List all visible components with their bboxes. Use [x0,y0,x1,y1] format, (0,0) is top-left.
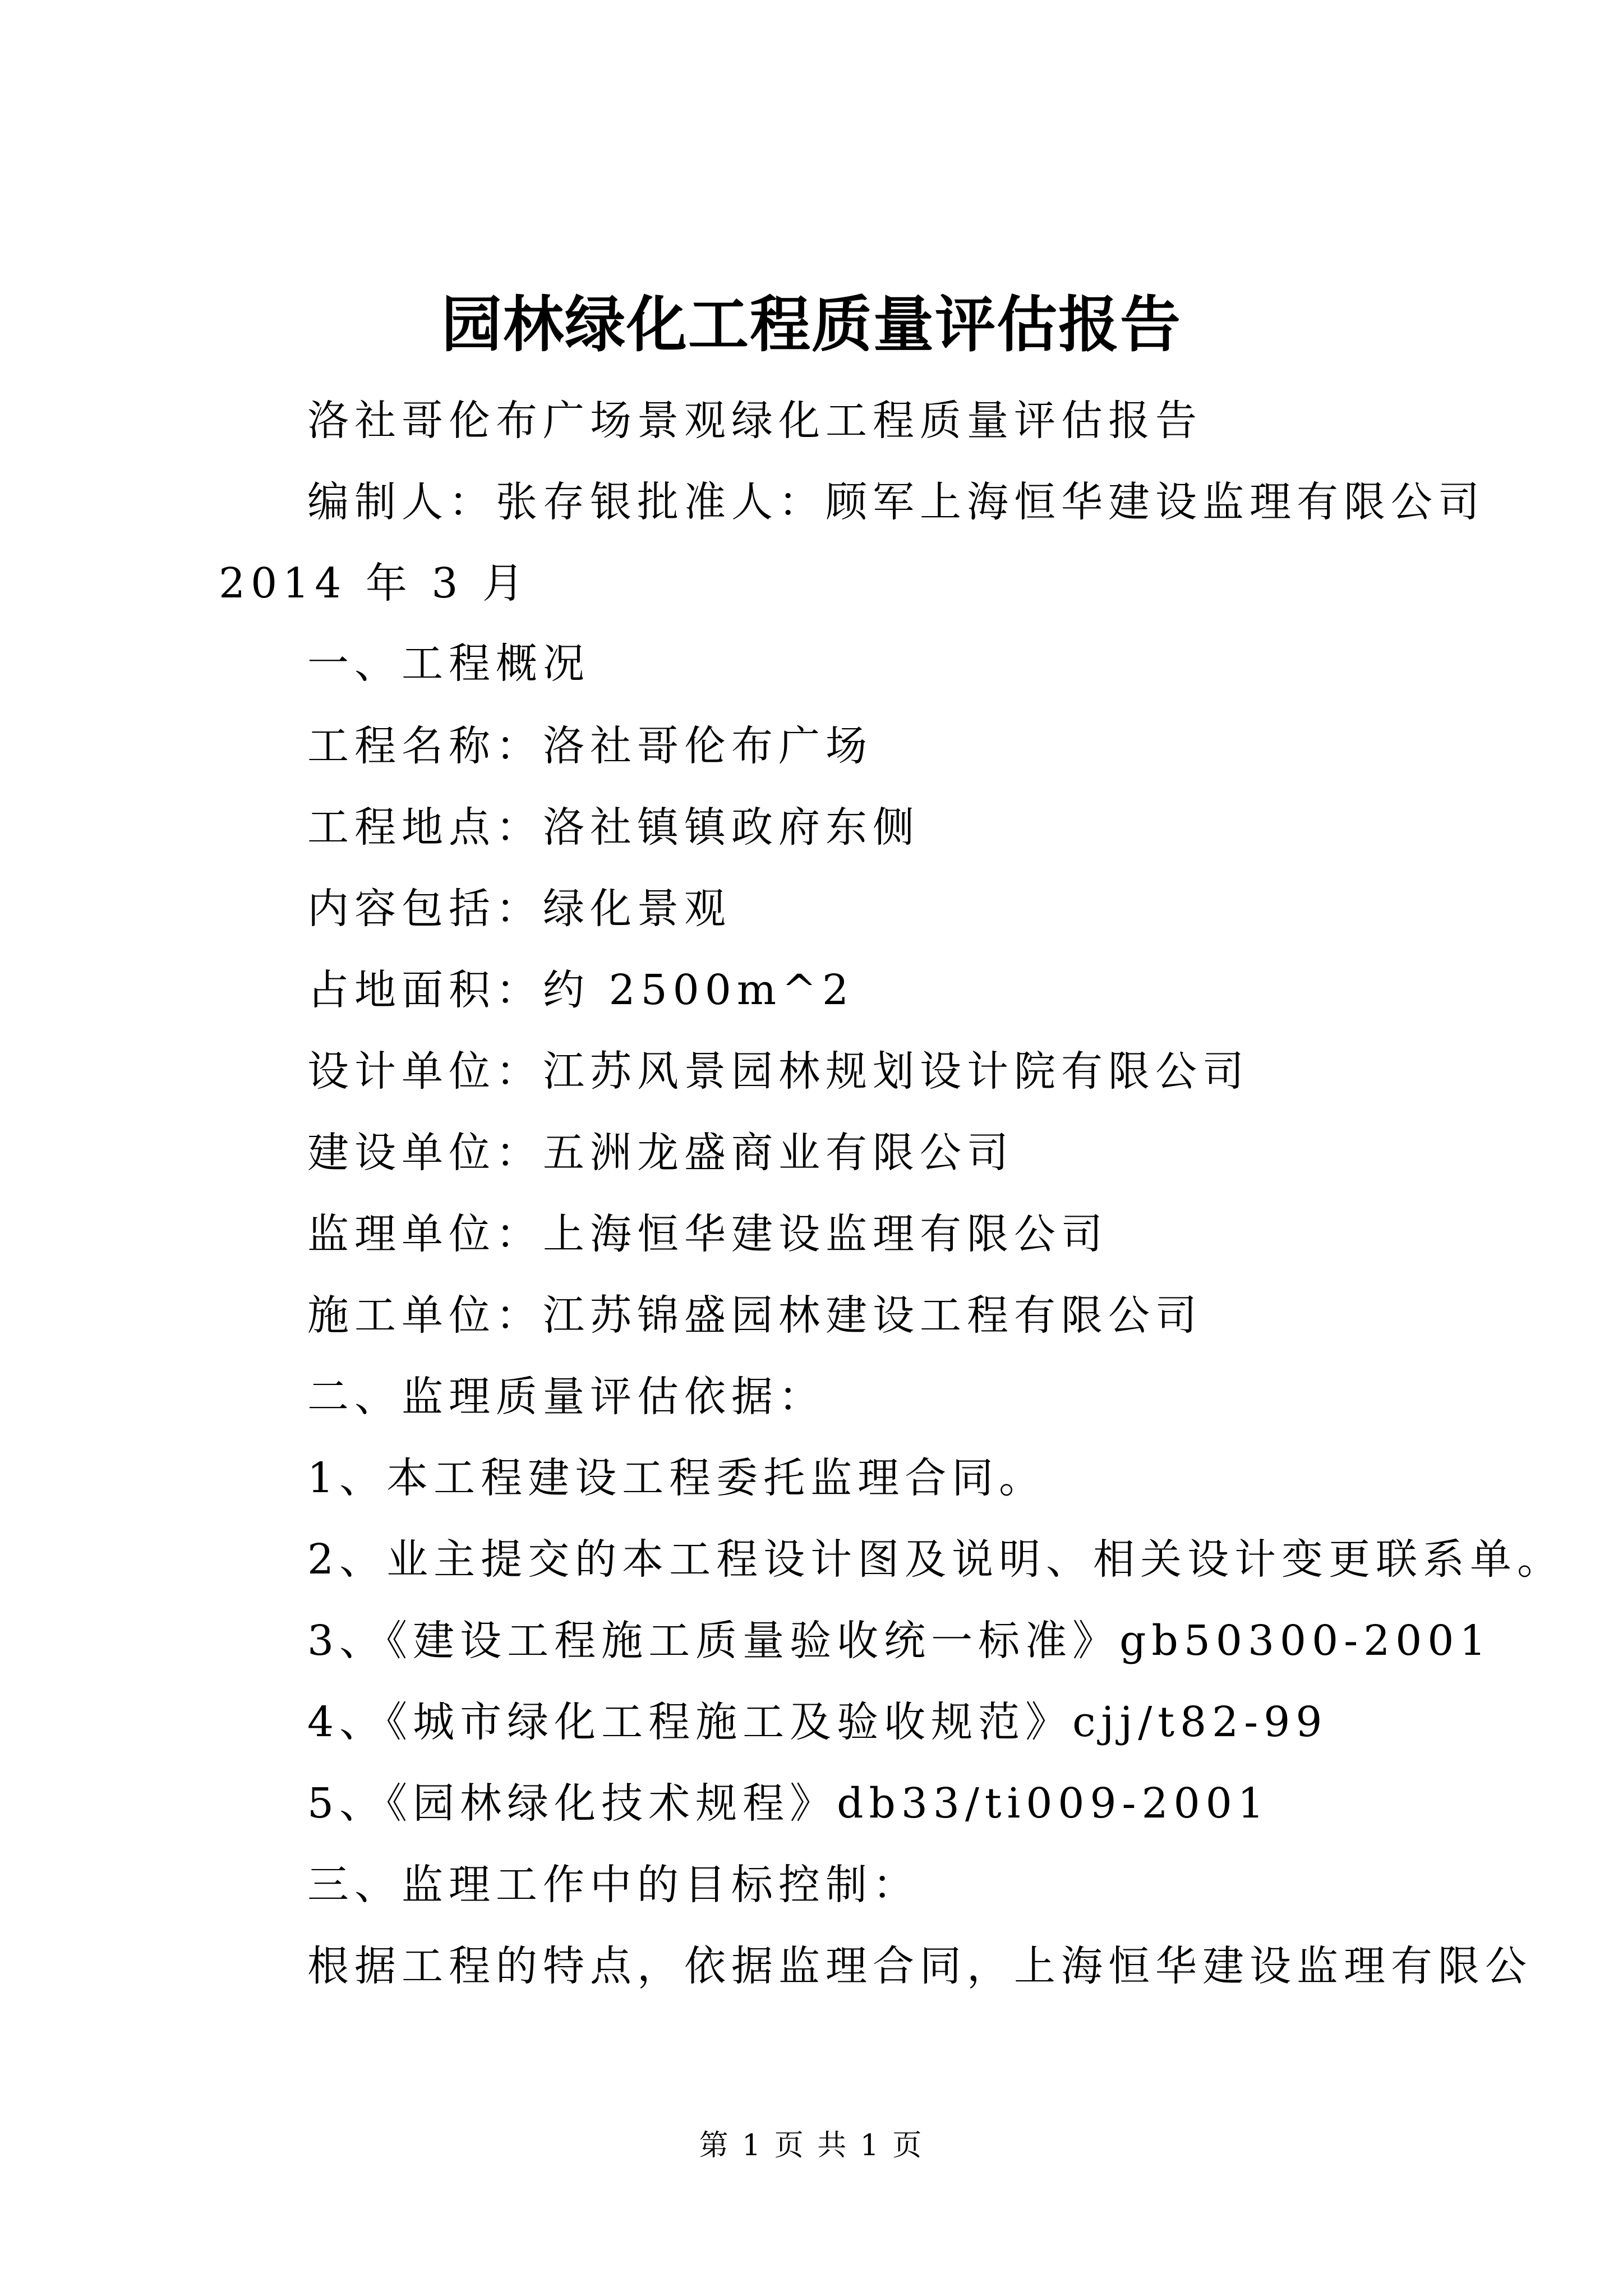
basis-item-2: 2、业主提交的本工程设计图及说明、相关设计变更联系单。 [307,1535,1565,1584]
section-heading-basis: 二、监理质量评估依据： [307,1373,826,1421]
document-title: 园林绿化工程质量评估报告 [441,290,1182,360]
basis-item-4: 4、《城市绿化工程施工及验收规范》cjj/t82-99 [307,1698,1328,1746]
section-heading-overview: 一、工程概况 [307,639,590,688]
supervision-unit-line: 监理单位：上海恒华建设监理有限公司 [307,1210,1108,1258]
design-unit-line: 设计单位：江苏风景园林规划设计院有限公司 [307,1047,1249,1096]
contractor-unit-line: 施工单位：江苏锦盛园林建设工程有限公司 [307,1291,1202,1340]
project-name-line: 工程名称：洛社哥伦布广场 [307,722,873,770]
basis-item-5: 5、《园林绿化技术规程》db33/ti009-2001 [307,1779,1270,1828]
compiler-approver-line: 编制人：张存银批准人：顾军上海恒华建设监理有限公司 [307,478,1485,526]
control-paragraph: 根据工程的特点，依据监理合同，上海恒华建设监理有限公 [307,1942,1532,1990]
project-content-line: 内容包括：绿化景观 [307,885,731,933]
date-line: 2014 年 3 月 [219,559,529,608]
project-location-line: 工程地点：洛社镇镇政府东侧 [307,803,920,852]
project-area-line: 占地面积：约 2500m^2 [307,966,855,1014]
basis-item-1: 1、本工程建设工程委托监理合同。 [307,1454,1046,1502]
section-heading-control: 三、监理工作中的目标控制： [307,1861,920,1909]
construction-owner-line: 建设单位：五洲龙盛商业有限公司 [307,1129,1014,1177]
page-footer: 第 1 页 共 1 页 [699,2129,924,2162]
report-subtitle: 洛社哥伦布广场景观绿化工程质量评估报告 [307,397,1202,445]
basis-item-3: 3、《建设工程施工质量验收统一标准》gb50300-2001 [307,1617,1492,1665]
